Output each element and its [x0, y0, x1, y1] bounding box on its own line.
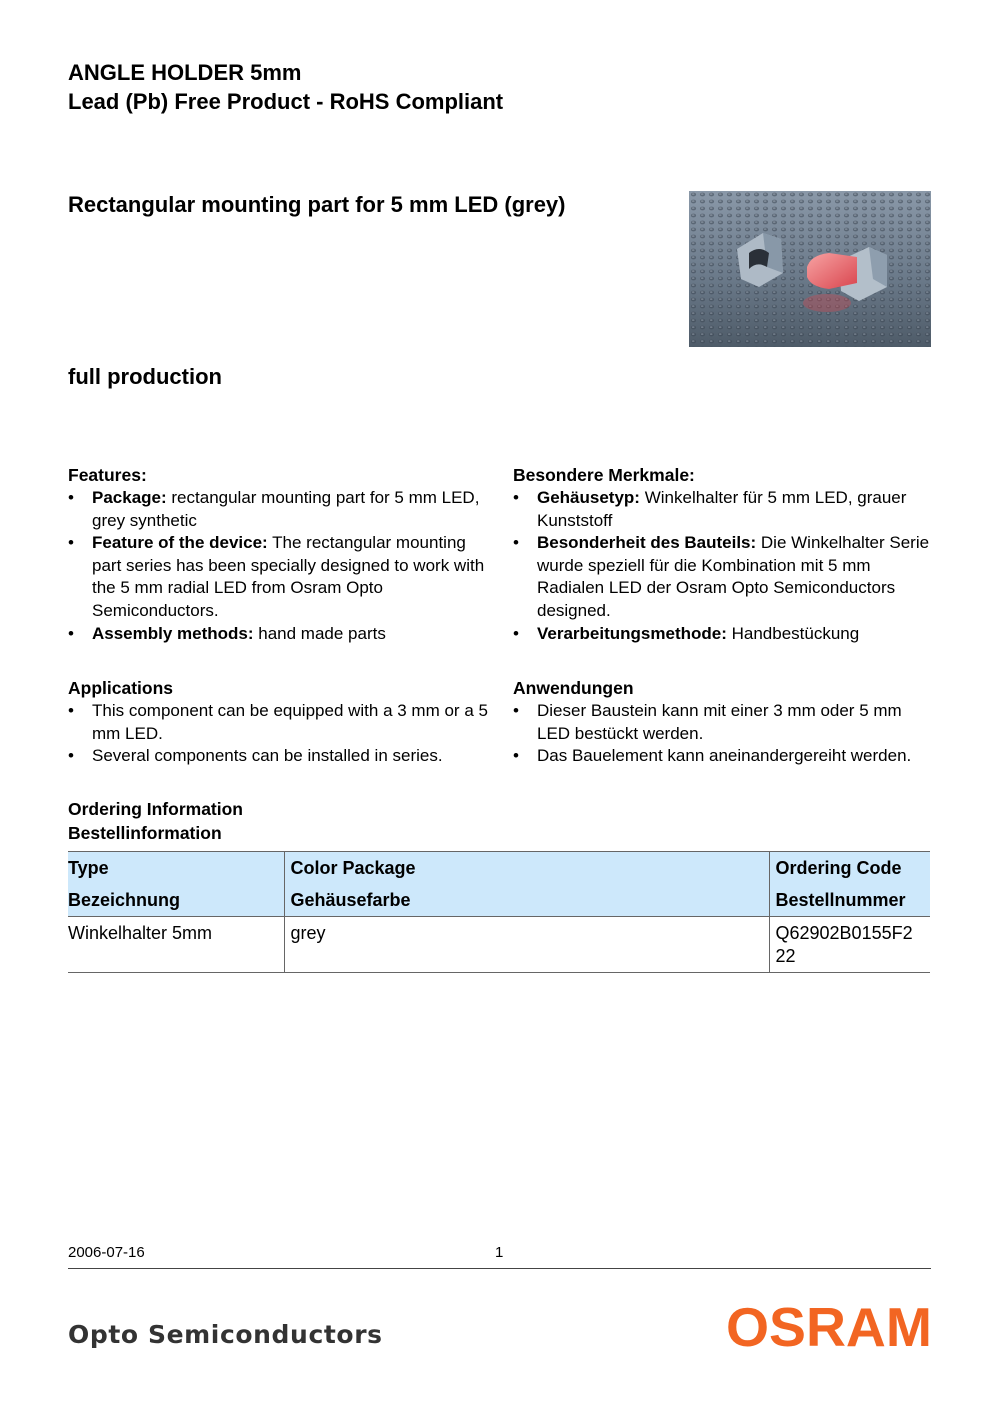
- list-item: • Assembly methods: hand made parts: [68, 623, 488, 646]
- page-number: 1: [495, 1244, 504, 1261]
- ordering-heading: [68, 798, 243, 845]
- applications-de: [513, 677, 933, 768]
- list-item: • Verarbeitungsmethode: Handbestückung: [513, 623, 933, 646]
- svg-text:OSRAM: OSRAM: [726, 1300, 932, 1352]
- list-item: • This component can be equipped with a 3 mm or a 5 mm LED.: [68, 700, 488, 745]
- list-item: • Dieser Baustein kann mit einer 3 mm oder 5 mm LED bestückt werden.: [513, 700, 933, 745]
- product-subtitle: Rectangular mounting part for 5 mm LED (grey): [68, 192, 566, 217]
- ordering-heading-en: Ordering Information: [68, 799, 243, 819]
- document-header: [68, 58, 503, 116]
- ordering-table: [68, 851, 930, 973]
- table-header-row: [68, 852, 930, 917]
- list-item: • Das Bauelement kann aneinandergereiht werden.: [513, 745, 933, 768]
- list-item: • Gehäusetyp: Winkelhalter für 5 mm LED, grauer Kunststoff: [513, 487, 933, 532]
- applications-heading-de: Anwendungen: [513, 678, 634, 698]
- column-header-color: Color Package Gehäusefarbe: [284, 852, 769, 917]
- osram-logo: [724, 1300, 934, 1352]
- list-item: • Feature of the device: The rectangular mounting part series has been specially designed to work with the 5 mm radial LED from Osram Opto Semiconductors.: [68, 532, 488, 622]
- ordering-heading-de: Bestellinformation: [68, 822, 222, 843]
- column-header-type: Type Bezeichnung: [68, 852, 284, 917]
- features-en: [68, 464, 488, 645]
- footer-date: 2006-07-16: [68, 1244, 145, 1261]
- production-status: full production: [68, 364, 222, 389]
- features-list: [68, 487, 488, 645]
- list-item: • Package: rectangular mounting part for 5 mm LED, grey synthetic: [68, 487, 488, 532]
- applications-list: [68, 700, 488, 768]
- compliance-line: Lead (Pb) Free Product - RoHS Compliant: [68, 89, 504, 114]
- list-item: • Several components can be installed in series.: [68, 745, 488, 768]
- column-header-code: Ordering Code Bestellnummer: [769, 852, 930, 917]
- cell-color: grey: [284, 917, 769, 973]
- product-photo: [689, 191, 931, 347]
- features-de: [513, 464, 933, 645]
- red-led: [803, 253, 857, 312]
- product-title: ANGLE HOLDER 5mm: [68, 60, 302, 85]
- applications-heading: Applications: [68, 678, 174, 698]
- cell-type: Winkelhalter 5mm: [68, 917, 284, 973]
- features-heading: Features:: [68, 465, 147, 485]
- table-row: [68, 917, 930, 973]
- list-item: • Besonderheit des Bauteils: Die Winkelhalter Serie wurde speziell für die Kombination mit 5 mm Radialen LED der Osram Opto Semiconductors designed.: [513, 532, 933, 622]
- features-heading-de: Besondere Merkmale:: [513, 465, 695, 485]
- product-photo-image: [689, 191, 931, 347]
- footer-divider: [68, 1268, 931, 1269]
- features-list-de: [513, 487, 933, 645]
- company-name: Opto Semiconductors: [68, 1320, 383, 1349]
- applications-list-de: [513, 700, 933, 768]
- applications-en: [68, 677, 488, 768]
- cell-code: Q62902B0155F2 22: [769, 917, 930, 973]
